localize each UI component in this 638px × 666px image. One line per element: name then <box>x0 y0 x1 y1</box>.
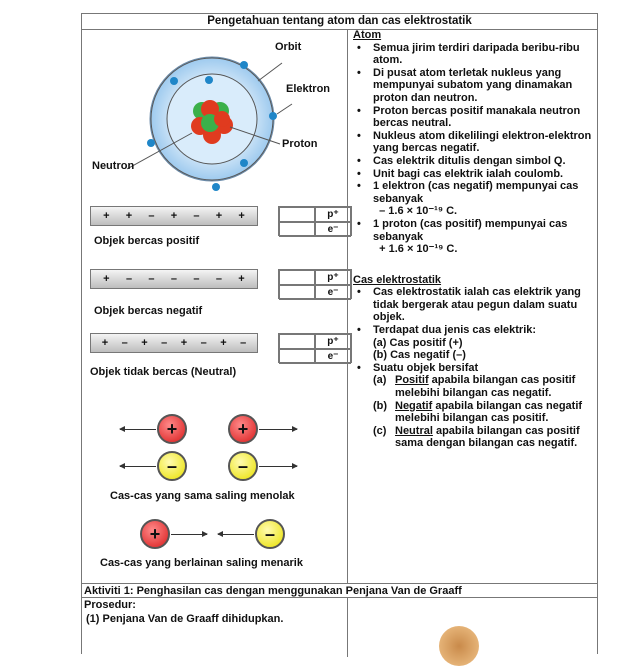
electrostatic-heading: Cas elektrostatik <box>353 273 442 286</box>
neutral-object-bar: + – + – + – + – <box>90 333 258 353</box>
procedure-label: Prosedur: <box>84 599 136 611</box>
charge-table: p⁺ e⁻ <box>278 206 352 236</box>
list-item: • Di pusat atom terletak nukleus yang mempunyai subatom yang dinamakan proton dan neutron. <box>353 67 593 105</box>
atom-heading: Atom <box>353 29 382 41</box>
activity-title: Aktiviti 1: Penghasilan cas dengan menggunakan Penjana Van de Graaff <box>84 585 462 597</box>
neutral-object-label: Objek tidak bercas (Neutral) <box>90 366 237 378</box>
list-item: • Nukleus atom dikelilingi elektron-elektron yang bercas negatif. <box>353 130 593 155</box>
orbit-label: Orbit <box>275 41 302 53</box>
list-item: • 1 proton (cas positif) mempunyai cas sebanyak + 1.6 × 10⁻¹⁹ C. <box>353 218 593 256</box>
positive-charge-ball: + <box>228 414 258 444</box>
attract-caption: Cas-cas yang berlainan saling menarik <box>100 557 303 569</box>
list-item: • Semua jirim terdiri daripada beribu-ribu atom. <box>353 42 593 67</box>
positive-charge-ball: + <box>140 519 170 549</box>
content-table <box>81 13 598 654</box>
list-item: • Proton bercas positif manakala neutron bercas neutral. <box>353 105 593 130</box>
negative-object-bar: + – – – – – + <box>90 269 258 289</box>
negative-charge-ball: – <box>255 519 285 549</box>
charge-table: p⁺ e⁻ <box>278 333 352 363</box>
procedure-step-1: (1) Penjana Van de Graaff dihidupkan. <box>86 613 284 625</box>
list-item: • 1 elektron (cas negatif) mempunyai cas sebanyak – 1.6 × 10⁻¹⁹ C. <box>353 180 593 218</box>
list-item: • Cas elektrik ditulis dengan simbol Q. <box>353 155 593 168</box>
neutron-label: Neutron <box>92 160 135 172</box>
positive-charge-ball: + <box>157 414 187 444</box>
table-header: Pengetahuan tentang atom dan cas elektrostatik <box>207 15 472 27</box>
charge-table: p⁺ e⁻ <box>278 269 352 299</box>
negative-charge-ball: – <box>228 451 258 481</box>
list-item: • Cas elektrostatik ialah cas elektrik yang tidak bergerak atau pegun dalam suatu objek. <box>353 286 593 324</box>
proton-label: Proton <box>282 138 318 150</box>
positive-object-bar: + + – + – + + <box>90 206 258 226</box>
van-de-graaff-image <box>439 626 479 666</box>
list-item: • Unit bagi cas elektrik ialah coulomb. <box>353 168 593 181</box>
list-item: • Suatu objek bersifat (a) Positif apabila bilangan cas positif melebihi bilangan cas negatif. (b) Negatif apabila bilangan cas negatif melebihi bilangan cas positif. (c) Neutral apabila bilangan cas positif sama dengan bilangan cas negatif. <box>353 362 593 450</box>
atom-diagram <box>82 29 347 199</box>
list-item: • Terdapat dua jenis cas elektrik: (a) Cas positif (+) (b) Cas negatif (–) <box>353 324 593 362</box>
negative-charge-ball: – <box>157 451 187 481</box>
notes-column <box>353 29 593 450</box>
positive-object-label: Objek bercas positif <box>94 235 200 247</box>
negative-object-label: Objek bercas negatif <box>94 305 203 317</box>
repel-caption: Cas-cas yang sama saling menolak <box>110 490 295 502</box>
electron-label: Elektron <box>286 83 331 95</box>
